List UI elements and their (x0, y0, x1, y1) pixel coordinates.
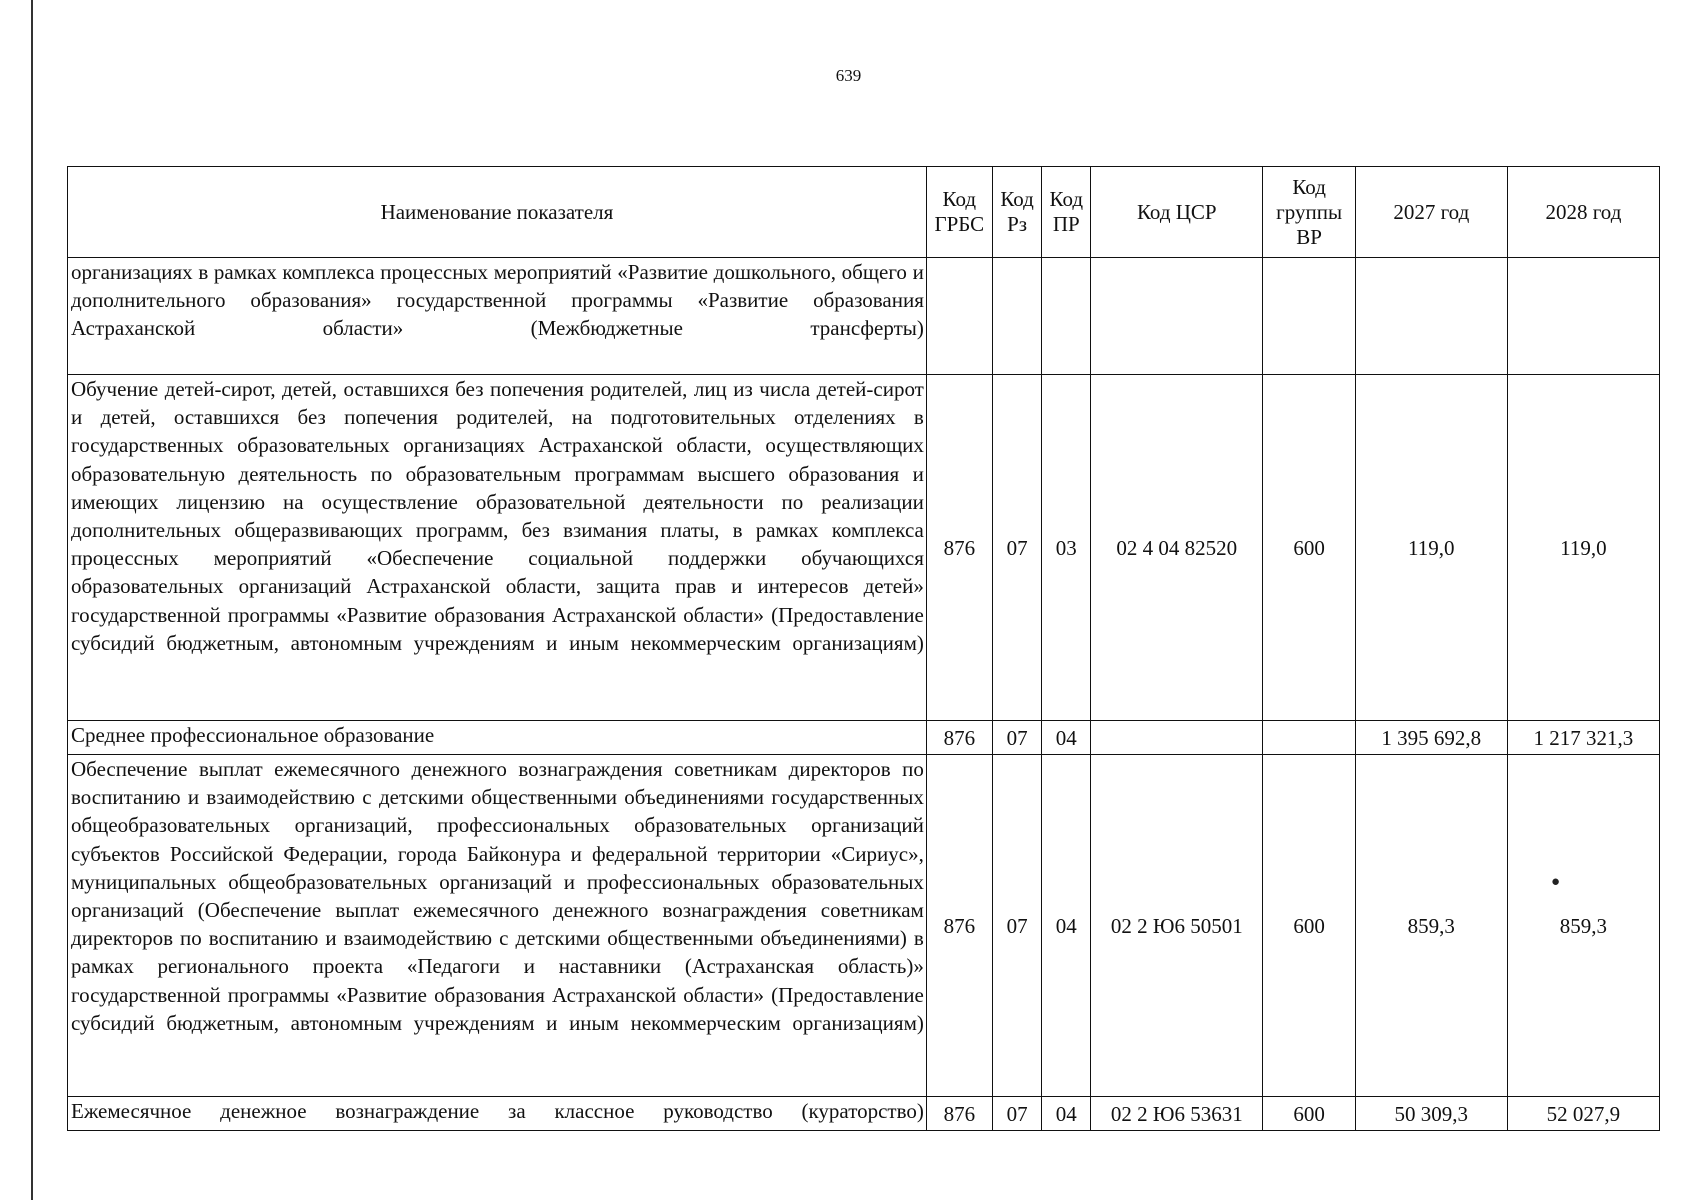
binding-margin-line (31, 0, 33, 1200)
row-vr: 600 (1263, 375, 1355, 721)
row-vr: 600 (1263, 755, 1355, 1097)
row-grbs: 876 (926, 755, 992, 1097)
row-csr (1091, 258, 1263, 375)
table-row (68, 258, 1660, 375)
row-2027 (1355, 258, 1507, 375)
row-2028: 52 027,9 (1507, 1097, 1659, 1131)
row-vr (1263, 721, 1355, 755)
row-2028: 859,3 (1507, 755, 1659, 1097)
row-name: Среднее профессиональное образование (68, 721, 927, 755)
row-pr (1042, 258, 1091, 375)
row-grbs: 876 (926, 375, 992, 721)
table-row (68, 1097, 1660, 1131)
row-csr (1091, 721, 1263, 755)
scan-ink-speck: ● (1551, 874, 1561, 890)
row-grbs (926, 258, 992, 375)
row-2028: 119,0 (1507, 375, 1659, 721)
row-pr: 04 (1042, 755, 1091, 1097)
table-header-row (68, 167, 1660, 258)
row-name: Обеспечение выплат ежемесячного денежного вознаграждения советникам директоров по воспитанию и взаимодействию с детскими общественными объединениями государственных общеобразовательных организаций, профессиональных образовательных организаций субъектов Российской Федерации, города Байконура и федеральной территории «Сириус», муниципальных общеобразовательных организаций и профессиональных образовательных организаций (Обеспечение выплат ежемесячного денежного вознаграждения советникам директоров по воспитанию и взаимодействию с детскими общественными объединениями) в рамках регионального проекта «Педагоги и наставники (Астраханская область)» государственной программы «Развитие образования Астраханской области» (Предоставление субсидий бюджетным, автономным учреждениям и иным некоммерческим организациям) (68, 755, 927, 1097)
row-2027: 50 309,3 (1355, 1097, 1507, 1131)
row-pr: 04 (1042, 721, 1091, 755)
row-pr: 03 (1042, 375, 1091, 721)
header-name: Наименование показателя (68, 167, 927, 258)
row-2028: 1 217 321,3 (1507, 721, 1659, 755)
row-rz: 07 (992, 1097, 1042, 1131)
row-vr (1263, 258, 1355, 375)
row-rz: 07 (992, 721, 1042, 755)
row-pr: 04 (1042, 1097, 1091, 1131)
header-pr: Код ПР (1042, 167, 1091, 258)
row-csr: 02 2 Ю6 50501 (1091, 755, 1263, 1097)
header-rz: Код Рз (992, 167, 1042, 258)
row-grbs: 876 (926, 1097, 992, 1131)
table-row (68, 721, 1660, 755)
row-rz (992, 258, 1042, 375)
header-csr: Код ЦСР (1091, 167, 1263, 258)
row-2027: 119,0 (1355, 375, 1507, 721)
row-csr: 02 2 Ю6 53631 (1091, 1097, 1263, 1131)
row-vr: 600 (1263, 1097, 1355, 1131)
row-2028 (1507, 258, 1659, 375)
header-vr: Код группы ВР (1263, 167, 1355, 258)
table-row (68, 375, 1660, 721)
row-2027: 1 395 692,8 (1355, 721, 1507, 755)
header-grbs: Код ГРБС (926, 167, 992, 258)
row-rz: 07 (992, 755, 1042, 1097)
table-row (68, 755, 1660, 1097)
header-2028: 2028 год (1507, 167, 1659, 258)
header-2027: 2027 год (1355, 167, 1507, 258)
page-number: 639 (835, 66, 862, 85)
row-name: Обучение детей-сирот, детей, оставшихся без попечения родителей, лиц из числа детей-сирот и детей, оставшихся без попечения родителей, на подготовительных отделениях в государственных образовательных организациях Астраханской области, осуществляющих образовательную деятельность по образовательным программам высшего образования и имеющих лицензию на осуществление образовательной деятельности по реализации дополнительных общеразвивающих программ, без взимания платы, в рамках комплекса процессных мероприятий «Обеспечение социальной поддержки обучающихся образовательных организаций Астраханской области, защита прав и интересов детей» государственной программы «Развитие образования Астраханской области» (Предоставление субсидий бюджетным, автономным учреждениям и иным некоммерческим организациям) (68, 375, 927, 721)
row-csr: 02 4 04 82520 (1091, 375, 1263, 721)
row-rz: 07 (992, 375, 1042, 721)
row-name: организациях в рамках комплекса процессных мероприятий «Развитие дошкольного, общего и дополнительного образования» государственной программы «Развитие образования Астраханской области» (Межбюджетные трансферты) (68, 258, 927, 375)
budget-table (67, 166, 1660, 1131)
row-name: Ежемесячное денежное вознаграждение за классное руководство (кураторство) (68, 1097, 927, 1131)
row-2027: 859,3 (1355, 755, 1507, 1097)
row-grbs: 876 (926, 721, 992, 755)
